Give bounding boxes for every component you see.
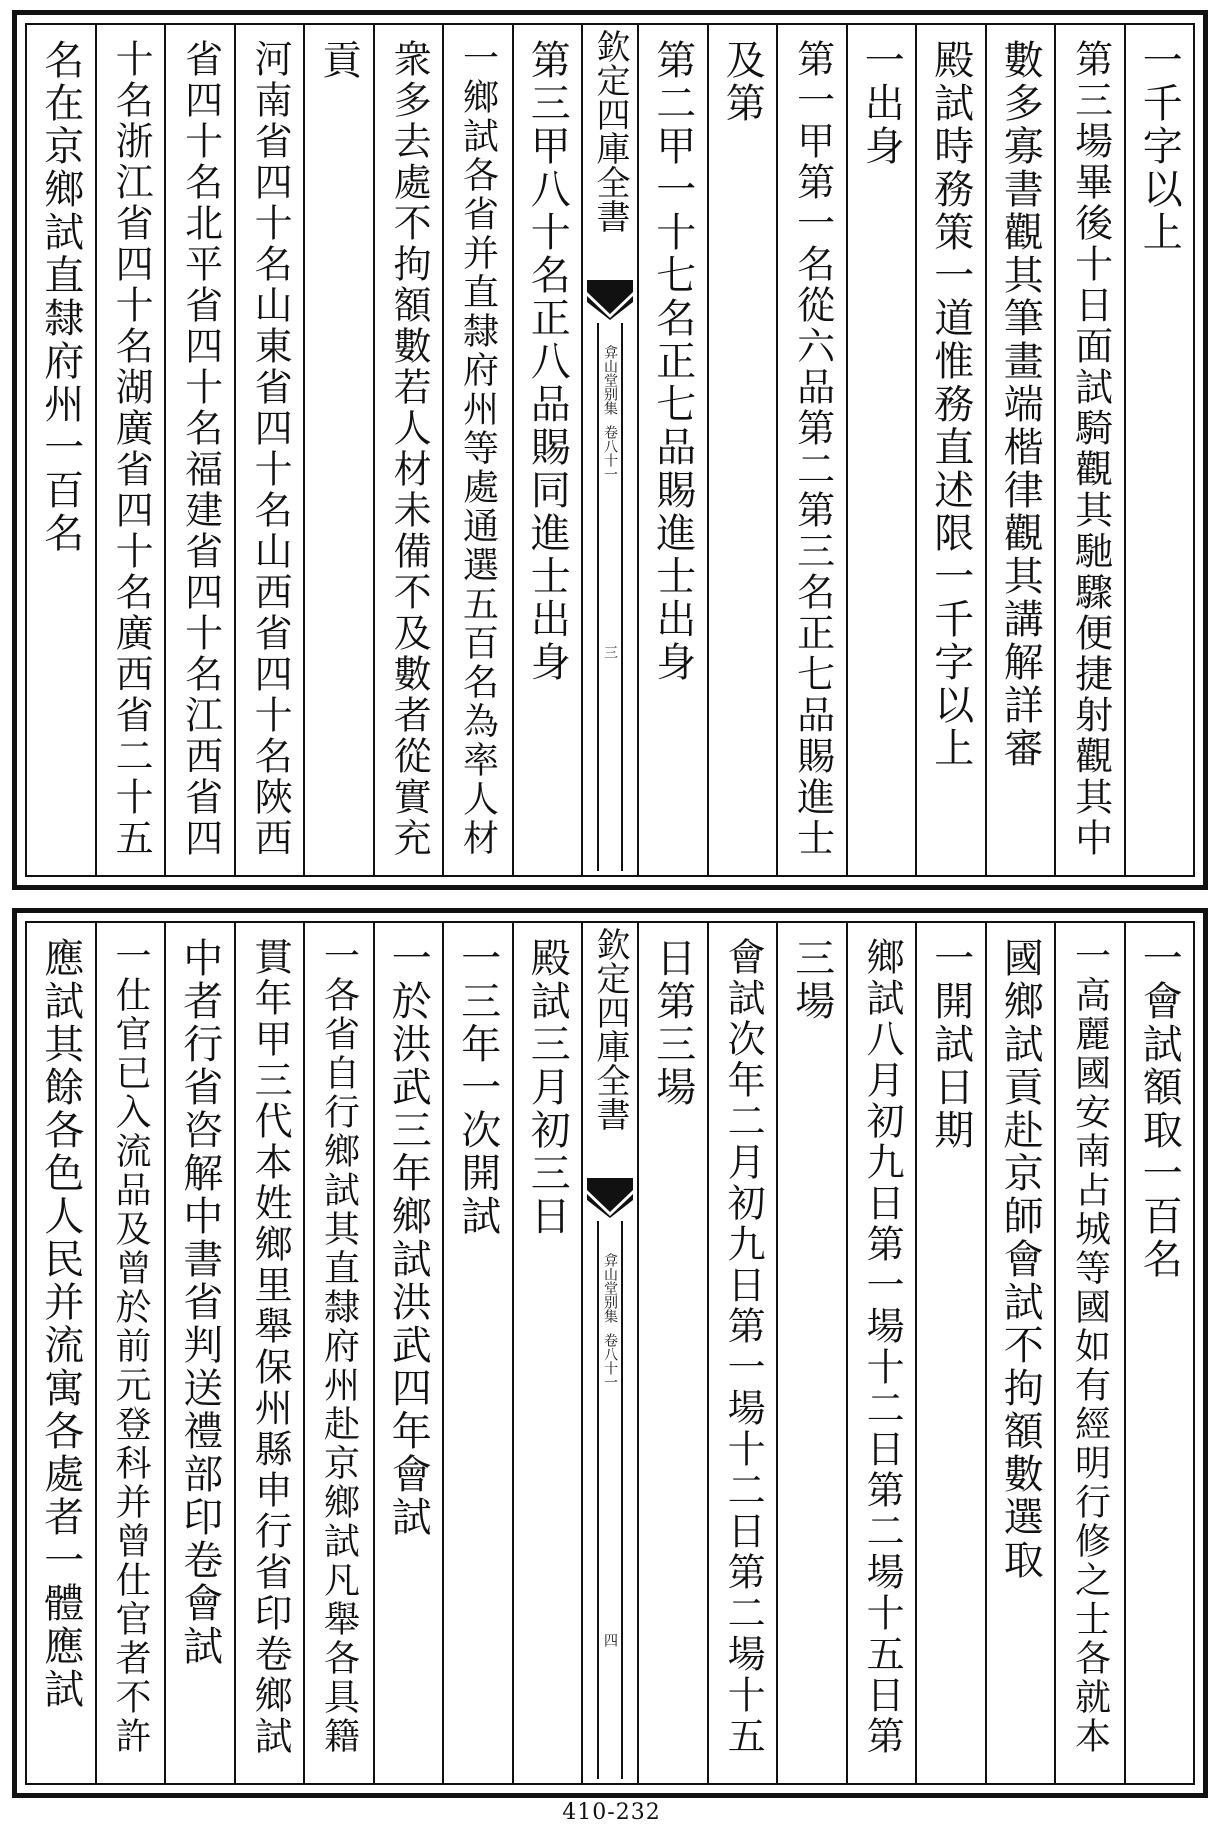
fold-rule [597,1221,599,1779]
text-column [915,25,985,875]
top-page-frame [25,23,1195,877]
column-text: 鄉試八月初九日第一場十二日第二場十五日第 [860,937,905,1757]
column-text: 一於洪武三年鄉試洪武四年會試 [385,937,432,1539]
leaf-number: 四 [602,1633,618,1647]
column-text: 一千字以上 [1136,39,1183,254]
text-column [707,923,777,1783]
text-column [373,25,443,875]
column-text: 衆多去處不拘額數若人材未備不及數者從實充 [387,39,432,859]
text-column [1124,25,1194,875]
fold-rule [597,323,599,871]
text-column [985,25,1055,875]
text-column [27,923,95,1783]
text-column [303,923,373,1783]
column-text: 河南省四十名山東省四十名山西省四十名陜西 [248,39,293,859]
text-column [512,923,582,1783]
column-text: 殿試時務策一道惟務直述限一千字以上 [927,39,974,770]
text-column [234,923,304,1783]
column-text: 數多寡書觀其筆畫端楷律觀其講解詳審 [997,39,1044,770]
text-column [512,25,582,875]
fish-tail-mark [587,280,633,320]
text-column [234,25,304,875]
bottom-page [12,908,1208,1798]
column-text: 中者行省咨解中書省判送禮部印卷會試 [176,937,223,1668]
fish-tail-mark [587,1178,633,1218]
text-column [915,923,985,1783]
text-column [373,923,443,1783]
text-column [707,25,777,875]
text-column [442,923,512,1783]
text-column [1124,923,1194,1783]
column-text: 日第三場 [649,937,696,1109]
text-column [846,923,916,1783]
text-column [95,25,165,875]
column-text: 第三場畢後十日面試騎觀其馳驟便捷射觀其中 [1068,39,1113,859]
column-text: 貫年甲三代本姓鄉里舉保州縣申行省印卷鄉試 [248,937,293,1757]
text-column [846,25,916,875]
leaf-number: 三 [602,645,618,659]
center-fold [581,25,637,875]
column-text: 三場 [788,937,835,1023]
collection-title: 欽定四庫全書 [590,927,630,1131]
column-text: 一三年一次開試 [454,937,501,1238]
column-text: 第二甲一十七名正七品賜進士出身 [649,39,696,684]
text-column [985,923,1055,1783]
juan-number: 卷八十一 [602,1333,618,1389]
collection-title: 欽定四庫全書 [590,29,630,233]
text-column [1054,923,1124,1783]
text-column [303,25,373,875]
text-column [164,25,234,875]
column-text: 第三甲八十名正八品賜同進士出身 [524,39,571,684]
fold-rule [621,323,623,871]
book-title: 弇山堂别集 [602,1253,618,1323]
text-column [442,25,512,875]
column-text: 及第 [719,39,766,125]
column-text: 一高麗國安南占城等國如有經明行修之士各就本 [1069,937,1111,1756]
column-text: 會試次年二月初九日第一場十二日第二場十五 [721,937,766,1757]
column-text: 第一甲第一名從六品第二第三名正七品賜進士 [790,39,835,859]
column-text: 省四十名北平省四十名福建省四十名江西省四 [178,39,223,859]
text-column [637,25,707,875]
text-column [95,923,165,1783]
column-text: 貢 [315,39,362,82]
column-text: 國鄉試貢赴京師會試不拘額數選取 [997,937,1044,1582]
column-text: 殿試三月初三日 [524,937,571,1238]
text-column [776,25,846,875]
juan-number: 卷八十一 [602,425,618,481]
bottom-page-frame [25,921,1195,1785]
page-code: 410-232 [562,1800,661,1825]
column-text: 一會試額取一百名 [1136,937,1183,1281]
top-page-columns [27,25,1193,875]
column-text: 一開試日期 [927,937,974,1152]
book-title: 弇山堂别集 [602,345,618,415]
text-column [164,923,234,1783]
bottom-page-columns [27,923,1193,1783]
column-text: 一仕官已入流品及曾於前元登科并曾仕官者不許 [109,937,151,1756]
text-column [776,923,846,1783]
center-fold [581,923,637,1783]
text-column [637,923,707,1783]
fold-rule [621,1221,623,1779]
column-text: 十名浙江省四十名湖廣省四十名廣西省二十五 [109,39,154,859]
column-text: 名在京鄉試直隸府州一百名 [37,39,84,555]
column-text: 應試其餘各色人民并流寓各處者一體應試 [37,937,84,1711]
column-text: 一出身 [858,39,905,168]
text-column [27,25,95,875]
text-column [1054,25,1124,875]
column-text: 一鄉試各省并直隸府州等處通選五百名為率人材 [457,39,499,858]
top-page [12,10,1208,890]
column-text: 一各省自行鄉試其直隸府州赴京鄉試凡舉各具籍 [318,937,360,1756]
